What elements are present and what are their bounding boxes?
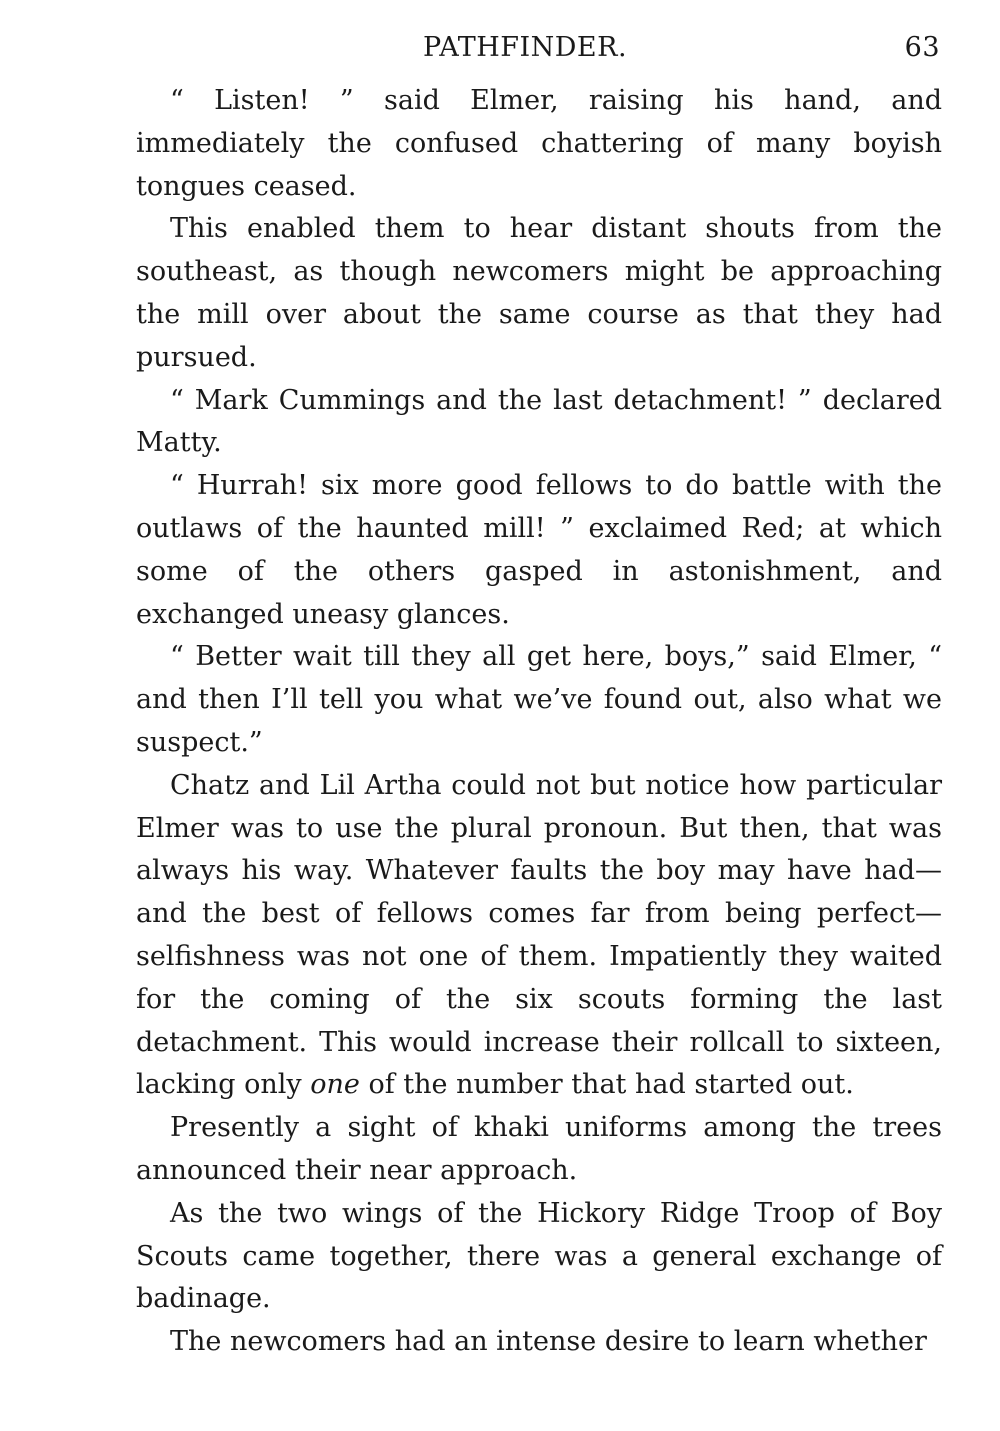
page-number: 63 [904,32,940,63]
paragraph-khaki-uniforms: Presently a sight of khaki uniforms among the trees announced their near approach. [136,1112,942,1186]
body-text [136,80,942,1364]
paragraph-listen: “ Listen! ” said Elmer, raising his hand, and immediately the confused chattering of many boyish tongues ceased. [136,85,942,202]
paragraph-text-after-emphasis: of the number that had started out. [359,1069,854,1101]
paragraph-distant-shouts: This enabled them to hear distant shouts from the southeast, as though newcomers might be approaching the mill over about the same course as that they had pursued. [136,213,942,373]
emphasized-word: one [310,1069,360,1101]
running-head [136,24,942,80]
paragraph-chatz-and-lil-artha [136,765,942,1107]
paragraph-better-wait: “ Better wait till they all get here, boys,” said Elmer, “ and then I’ll tell you what we’ve found out, also what we suspect.” [136,641,942,758]
paragraph-text-before-emphasis: Chatz and Lil Artha could not but notice how particular Elmer was to use the plural pronoun. But then, that was always his way. Whatever faults the boy may have had—and the best of fellows comes far from being perfect—selfishness was not one of them. Impatiently they waited for the coming of the six scouts forming the last detachment. This would increase their rollcall to sixteen, lacking only [136,769,942,1101]
paragraph-hurrah: “ Hurrah! six more good fellows to do battle with the outlaws of the haunted mill! ” exclaimed Red; at which some of the others gasped in astonishment, and exchanged uneasy glances. [136,470,942,630]
paragraph-mark-cummings: “ Mark Cummings and the last detachment! ” declared Matty. [136,384,942,459]
running-title: PATHFINDER. [423,32,628,63]
book-page [136,24,942,1364]
paragraph-newcomers: The newcomers had an intense desire to learn whether [170,1326,927,1358]
paragraph-two-wings: As the two wings of the Hickory Ridge Troop of Boy Scouts came together, there was a general exchange of badinage. [136,1197,942,1315]
